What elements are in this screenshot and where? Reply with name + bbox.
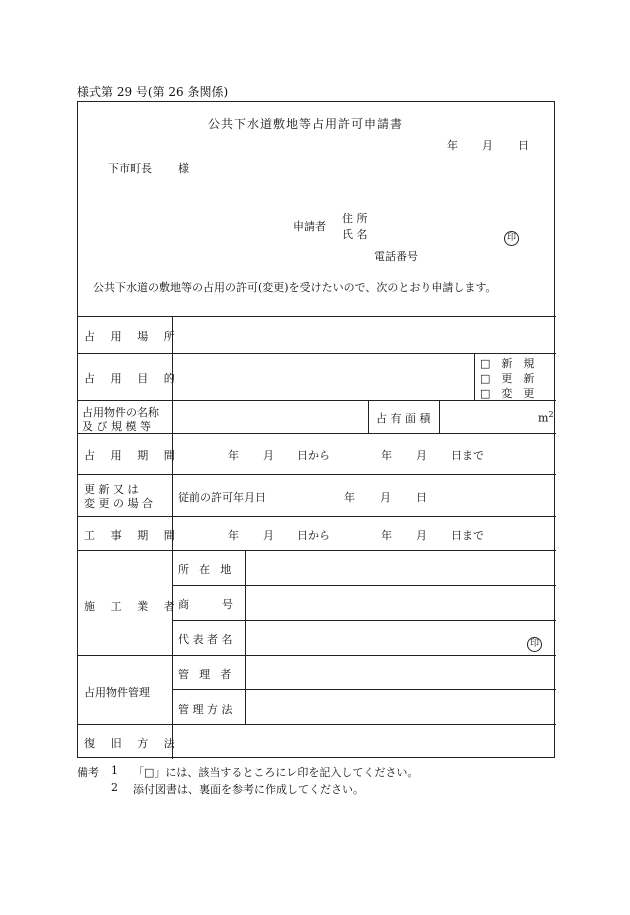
option-new[interactable]: □ 新 規 <box>480 357 535 370</box>
object-label-1: 占用物件の名称 <box>82 406 159 419</box>
period-to-day[interactable]: 日まで <box>451 449 484 462</box>
construction-from-month[interactable]: 月 <box>263 529 274 542</box>
construction-period-label: 工 事 期 間 <box>84 529 181 542</box>
period-from-year[interactable]: 年 <box>228 449 239 462</box>
restoration-label: 復 旧 方 法 <box>84 737 181 750</box>
period-from-month[interactable]: 月 <box>263 449 274 462</box>
area-label: 占 有 面 積 <box>376 412 431 425</box>
method-label: 管 理 方 法 <box>178 703 233 716</box>
addressee-honorific: 様 <box>178 162 189 175</box>
construction-to-day[interactable]: 日まで <box>451 529 484 542</box>
prev-permit-label: 従前の許可年月日 <box>178 491 266 504</box>
note-1-num: 1 <box>111 764 118 777</box>
contractor-label: 施 工 業 者 <box>84 600 181 613</box>
notes-label: 備考 <box>77 766 99 779</box>
management-label: 占用物件管理 <box>84 686 150 699</box>
date-day[interactable]: 日 <box>518 139 529 152</box>
prev-permit-year[interactable]: 年 <box>344 491 355 504</box>
contractor-seal-icon: 印 <box>527 631 542 652</box>
form-code: 様式第 29 号(第 26 条関係) <box>77 85 229 99</box>
renewal-label-1: 更 新 又 は <box>84 483 139 496</box>
purpose-label: 占 用 目 的 <box>84 372 181 385</box>
statement: 公共下水道の敷地等の占用の許可(変更)を受けたいので、次のとおり申請します。 <box>93 281 497 294</box>
form-title: 公共下水道敷地等占用許可申請書 <box>208 117 404 131</box>
contractor-address-label: 所 在 地 <box>178 563 235 576</box>
period-from-day[interactable]: 日から <box>297 449 330 462</box>
note-2-num: 2 <box>111 781 118 794</box>
prev-permit-day[interactable]: 日 <box>416 491 427 504</box>
date-month[interactable]: 月 <box>482 139 493 152</box>
applicant-address-label: 住 所 <box>342 212 368 225</box>
area-unit: $m^2$ <box>538 410 554 425</box>
addressee-name: 下市町長 <box>108 162 152 175</box>
period-label: 占 用 期 間 <box>84 449 181 462</box>
construction-from-year[interactable]: 年 <box>228 529 239 542</box>
construction-to-year[interactable]: 年 <box>381 529 392 542</box>
period-to-year[interactable]: 年 <box>381 449 392 462</box>
applicant-label: 申請者 <box>293 220 326 233</box>
note-1-text: 「□」には、該当するところにレ印を記入してください。 <box>133 766 419 779</box>
date-year[interactable]: 年 <box>447 139 458 152</box>
renewal-label-2: 変 更 の 場 合 <box>84 497 153 510</box>
applicant-seal-icon: 印 <box>504 225 519 246</box>
applicant-phone-label: 電話番号 <box>374 250 418 263</box>
manager-label: 管 理 者 <box>178 668 235 681</box>
construction-from-day[interactable]: 日から <box>297 529 330 542</box>
period-to-month[interactable]: 月 <box>416 449 427 462</box>
application-form <box>77 101 555 758</box>
construction-to-month[interactable]: 月 <box>416 529 427 542</box>
location-label: 占 用 場 所 <box>84 330 181 343</box>
contractor-rep-label: 代 表 者 名 <box>178 633 233 646</box>
contractor-trade-label: 商 号 <box>178 598 233 611</box>
object-label-2: 及 び 規 模 等 <box>82 420 151 433</box>
prev-permit-month[interactable]: 月 <box>380 491 391 504</box>
note-2-text: 添付図書は、裏面を参考に作成してください。 <box>133 783 364 796</box>
option-renew[interactable]: □ 更 新 <box>480 372 535 385</box>
option-change[interactable]: □ 変 更 <box>480 387 535 400</box>
applicant-name-label: 氏 名 <box>342 228 368 241</box>
